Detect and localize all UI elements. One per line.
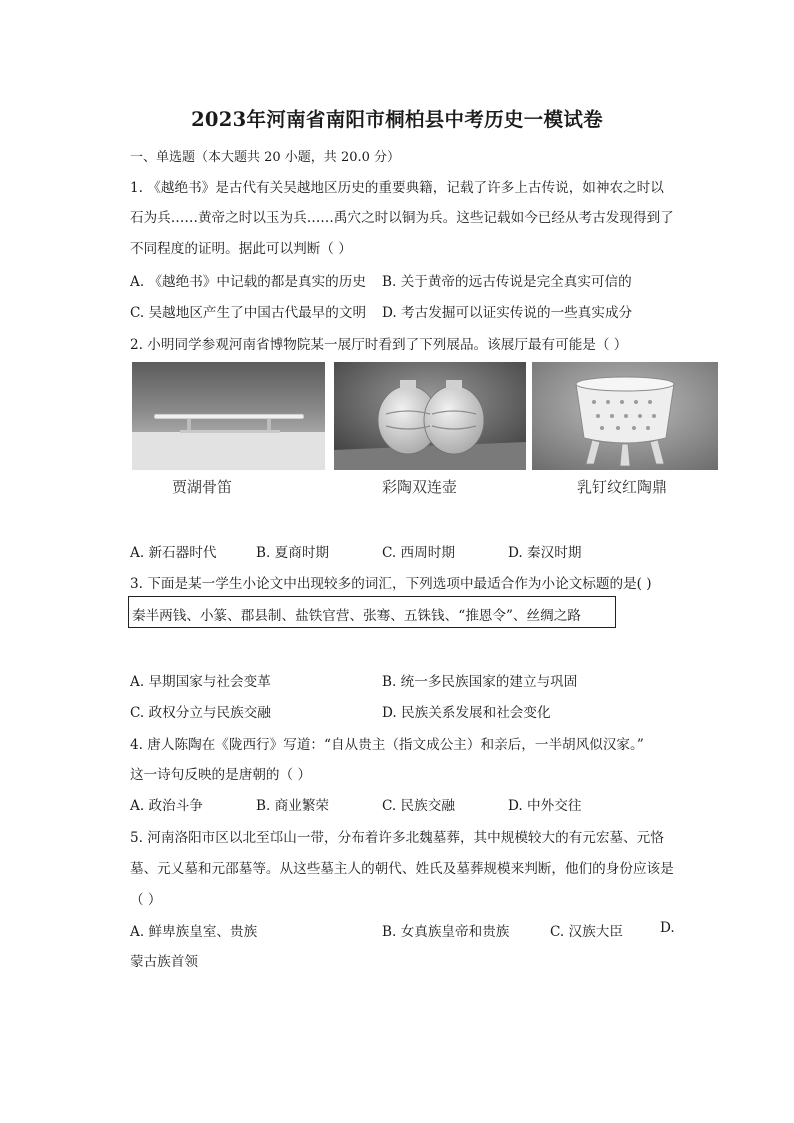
q1-option-a: A. 《越绝书》中记载的都是真实的历史 xyxy=(130,274,366,290)
q2-option-a: A. 新石器时代 xyxy=(130,545,217,561)
bone-flute-photo xyxy=(132,362,325,470)
exam-title: 2023年河南省南阳市桐柏县中考历史一模试卷 xyxy=(191,108,603,131)
q2-option-b: B. 夏商时期 xyxy=(256,545,330,561)
caption-tripod-ding: 乳钉纹红陶鼎 xyxy=(577,478,668,496)
q5-option-d: D. xyxy=(660,920,675,936)
q1-line3: 不同程度的证明。据此可以判断（ ） xyxy=(130,241,352,257)
q1-option-c: C. 吴越地区产生了中国古代最早的文明 xyxy=(130,305,367,321)
q3-keyword-box xyxy=(128,596,616,628)
q1-line1: 1. 《越绝书》是古代有关吴越地区历史的重要典籍，记载了许多上古传说，如神农之时以 xyxy=(130,180,664,196)
q5-line1: 5. 河南洛阳市区以北至邙山一带，分布着许多北魏墓葬，其中规模较大的有元宏墓、元恪 xyxy=(130,830,664,846)
q4-line2: 这一诗句反映的是唐朝的（ ） xyxy=(130,767,312,783)
q4-option-d: D. 中外交往 xyxy=(508,798,582,814)
q3-option-a: A. 早期国家与社会变革 xyxy=(130,674,271,690)
q3-option-d: D. 民族关系发展和社会变化 xyxy=(382,705,551,721)
q2-option-d: D. 秦汉时期 xyxy=(508,545,582,561)
q2-line1: 2. 小明同学参观河南省博物院某一展厅时看到了下列展品。该展厅最有可能是（ ） xyxy=(130,337,628,353)
q5-option-b: B. 女真族皇帝和贵族 xyxy=(382,924,510,940)
section-heading: 一、单选题（本大题共 20 小题，共 20.0 分） xyxy=(130,150,401,165)
q4-option-b: B. 商业繁荣 xyxy=(256,798,330,814)
q2-option-c: C. 西周时期 xyxy=(382,545,455,561)
q4-option-a: A. 政治斗争 xyxy=(130,798,203,814)
q5-option-c: C. 汉族大臣 xyxy=(550,924,623,940)
q5-line2: 墓、元乂墓和元邵墓等。从这些墓主人的朝代、姓氏及墓葬规模来判断，他们的身份应该是 xyxy=(130,861,674,877)
q3-option-c: C. 政权分立与民族交融 xyxy=(130,705,271,721)
q3-line1: 3. 下面是某一学生小论文中出现较多的词汇，下列选项中最适合作为小论文标题的是( ) xyxy=(130,576,652,592)
tripod-ding-photo xyxy=(532,362,718,470)
q5-line3: （ ） xyxy=(130,892,162,908)
caption-twin-jar: 彩陶双连壶 xyxy=(382,478,458,496)
q3-keyword-text: 秦半两钱、小篆、郡县制、盐铁官营、张骞、五铢钱、“推恩令”、丝绸之路 xyxy=(132,608,581,624)
q4-option-c: C. 民族交融 xyxy=(382,798,455,814)
q4-line1: 4. 唐人陈陶在《陇西行》写道：“自从贵主（指文成公主）和亲后，一半胡风似汉家。” xyxy=(130,737,644,753)
q1-option-d: D. 考古发掘可以证实传说的一些真实成分 xyxy=(382,305,633,321)
q5-option-a: A. 鲜卑族皇室、贵族 xyxy=(130,924,258,940)
q3-option-b: B. 统一多民族国家的建立与巩固 xyxy=(382,674,578,690)
q5-option-d-text: 蒙古族首领 xyxy=(130,954,198,970)
twin-pottery-jar-photo xyxy=(334,362,526,470)
q1-line2: 石为兵……黄帝之时以玉为兵……禹穴之时以铜为兵。这些记载如今已经从考古发现得到了 xyxy=(130,210,674,226)
q1-option-b: B. 关于黄帝的远古传说是完全真实可信的 xyxy=(382,274,632,290)
caption-bone-flute: 贾湖骨笛 xyxy=(172,478,233,496)
